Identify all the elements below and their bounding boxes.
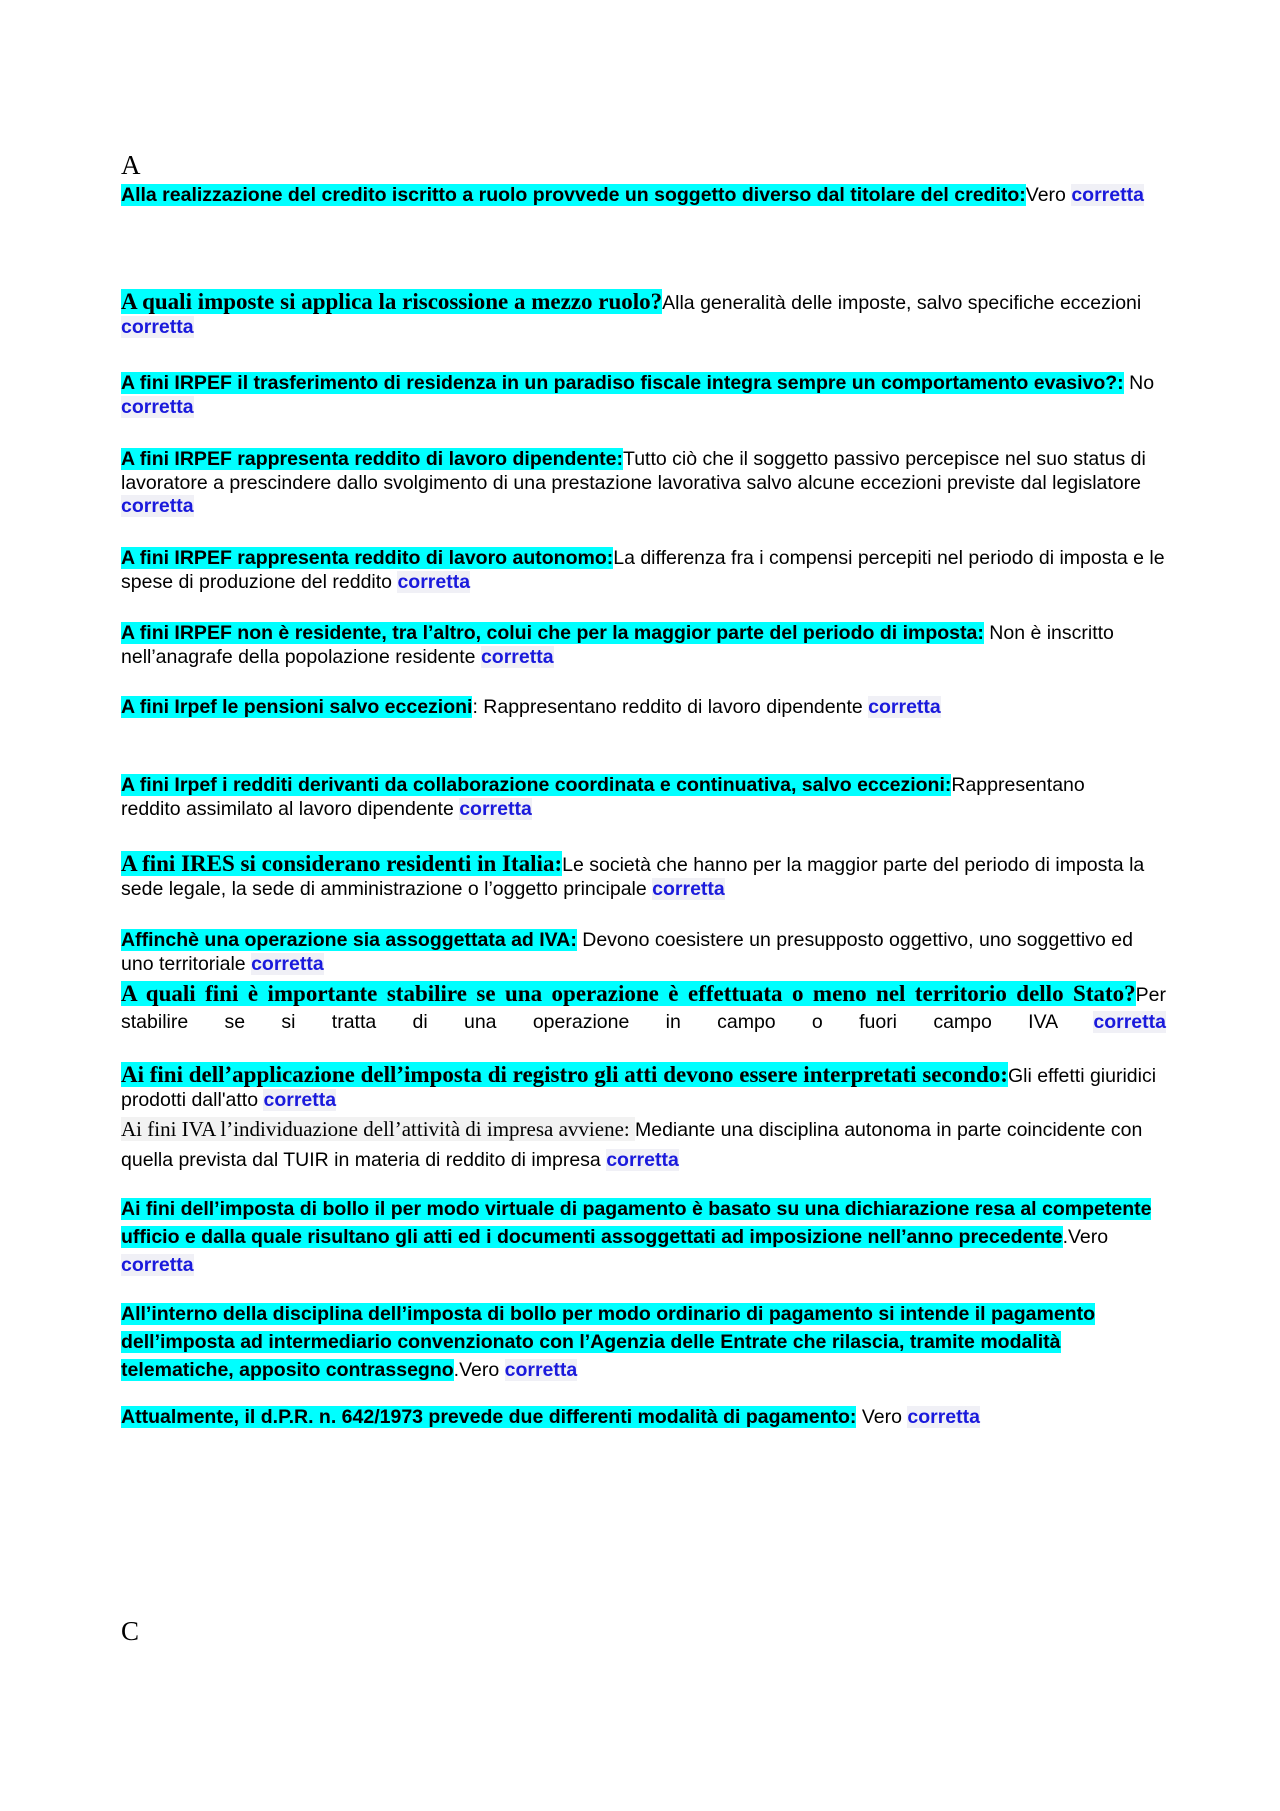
qa-item bbox=[121, 696, 1166, 720]
answer-text: Vero bbox=[856, 1406, 908, 1428]
question-text: A fini Irpef le pensioni salvo eccezioni bbox=[121, 696, 473, 718]
answer-text: .Vero bbox=[453, 1359, 505, 1381]
answer-text: La differenza fra i compensi percepiti nel periodo di imposta e le spese di produzione del reddito bbox=[121, 547, 1165, 593]
qa-item bbox=[121, 980, 1166, 1036]
qa-item bbox=[121, 774, 1121, 821]
correct-mark: corretta bbox=[868, 696, 941, 718]
question-text: A fini IRPEF il trasferimento di residenza in un paradiso fiscale integra sempre un comportamento evasivo?: bbox=[121, 372, 1124, 394]
qa-item bbox=[121, 852, 1166, 901]
qa-item bbox=[121, 1114, 1166, 1175]
answer-text: No bbox=[1123, 372, 1155, 394]
qa-item bbox=[121, 622, 1166, 669]
correct-mark: corretta bbox=[504, 1359, 578, 1381]
correct-mark: corretta bbox=[263, 1088, 337, 1111]
correct-mark: corretta bbox=[397, 570, 471, 593]
question-text: Ai fini dell’applicazione dell’imposta di registro gli atti devono essere interpretati secondo: bbox=[121, 1062, 1008, 1087]
answer-text: Le società che hanno per la maggior parte del periodo di imposta la sede legale, la sede di amministrazione o l’oggetto principale bbox=[121, 854, 1145, 900]
answer-text: Vero bbox=[1025, 184, 1072, 206]
question-text: A fini IRES si considerano residenti in Italia: bbox=[121, 851, 563, 876]
question-text: Ai fini IVA l’individuazione dell’attività di impresa avviene: bbox=[121, 1117, 635, 1141]
question-text: Attualmente, il d.P.R. n. 642/1973 prevede due differenti modalità di pagamento: bbox=[121, 1406, 857, 1428]
question-text: Alla realizzazione del credito iscritto a ruolo provvede un soggetto diverso dal titolare del credito: bbox=[121, 184, 1026, 206]
qa-item bbox=[121, 290, 1166, 339]
question-text: A fini Irpef i redditi derivanti da collaborazione coordinata e continuativa, salvo eccezioni: bbox=[121, 774, 952, 796]
correct-mark: corretta bbox=[121, 395, 194, 418]
answer-text: Non è inscritto nell’anagrafe della popolazione residente bbox=[121, 622, 1114, 668]
correct-mark: corretta bbox=[251, 952, 324, 975]
correct-mark: corretta bbox=[459, 797, 532, 820]
correct-mark: corretta bbox=[907, 1406, 980, 1428]
answer-text: Tutto ciò che il soggetto passivo percepisce nel suo status di lavoratore a prescindere dallo svolgimento di una prestazione lavorativa salvo alcune eccezioni previste dal legislatore bbox=[121, 448, 1146, 494]
qa-item bbox=[121, 1195, 1161, 1279]
correct-mark: corretta bbox=[1071, 184, 1144, 206]
correct-mark: corretta bbox=[652, 877, 725, 900]
answer-text: Devono coesistere un presupposto oggettivo, uno soggettivo ed uno territoriale bbox=[121, 929, 1133, 975]
question-text: A fini IRPEF non è residente, tra l’altro, colui che per la maggior parte del periodo di imposta: bbox=[121, 622, 984, 644]
question-text: Affinchè una operazione sia assoggettata ad IVA: bbox=[121, 929, 577, 951]
question-text: A fini IRPEF rappresenta reddito di lavoro dipendente: bbox=[121, 448, 624, 470]
qa-item bbox=[121, 1063, 1166, 1112]
question-text: All’interno della disciplina dell’imposta di bollo per modo ordinario di pagamento si intende il pagamento dell’imposta ad intermediario convenzionato con l’Agenzia delle Entrate che rilascia, tramite modalità telematiche, apposito contrassegno bbox=[121, 1303, 1096, 1381]
question-text: A fini IRPEF rappresenta reddito di lavoro autonomo: bbox=[121, 547, 614, 569]
qa-item bbox=[121, 1406, 1166, 1430]
answer-text: .Vero bbox=[1062, 1226, 1109, 1248]
qa-item bbox=[121, 372, 1166, 419]
correct-mark: corretta bbox=[121, 1254, 194, 1276]
question-text: A quali fini è importante stabilire se una operazione è effettuata o meno nel territorio dello Stato? bbox=[121, 981, 1136, 1006]
answer-text: Mediante una disciplina autonoma in parte coincidente con quella prevista dal TUIR in materia di reddito di impresa bbox=[121, 1119, 1143, 1171]
correct-mark: corretta bbox=[606, 1149, 679, 1171]
correct-mark: corretta bbox=[121, 495, 194, 517]
question-text: A quali imposte si applica la riscossione a mezzo ruolo? bbox=[121, 289, 663, 314]
correct-mark: corretta bbox=[1093, 1011, 1166, 1033]
answer-text: Gli effetti giuridici prodotti dall'atto bbox=[121, 1065, 1157, 1111]
qa-item bbox=[121, 929, 1166, 976]
qa-item bbox=[121, 547, 1166, 594]
qa-item bbox=[121, 1300, 1161, 1384]
section-heading-a: A bbox=[121, 150, 141, 180]
answer-text: Rappresentano reddito assimilato al lavoro dipendente bbox=[121, 774, 1085, 820]
correct-mark: corretta bbox=[121, 315, 194, 338]
qa-item bbox=[121, 448, 1166, 519]
answer-text: Alla generalità delle imposte, salvo specifiche eccezioni bbox=[662, 292, 1142, 314]
qa-item bbox=[121, 184, 1166, 208]
question-text: Ai fini dell’imposta di bollo il per modo virtuale di pagamento è basato su una dichiarazione resa al competente ufficio e dalla quale risultano gli atti ed i documenti assoggettati ad imposizione nell’anno precedente bbox=[121, 1198, 1152, 1248]
answer-text: : Rappresentano reddito di lavoro dipendente bbox=[472, 696, 869, 718]
correct-mark: corretta bbox=[480, 645, 554, 668]
section-heading-c: C bbox=[121, 1616, 140, 1646]
answer-text: Per stabilire se si tratta di una operazione in campo o fuori campo IVA bbox=[121, 984, 1166, 1033]
